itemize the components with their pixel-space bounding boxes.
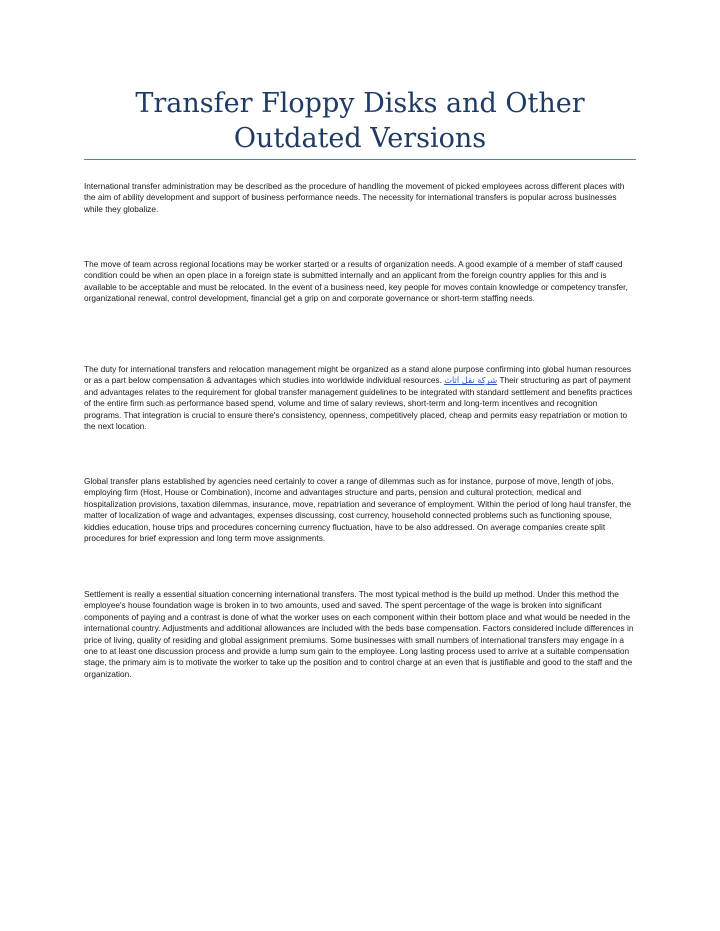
arabic-link[interactable]: شركة نقل اثاث: [444, 375, 498, 386]
paragraph-duty-before: The duty for international transfers and relocation management might be organized as a stand alone purpose confirming into global human resources or as a part below compensation & advantages which studies into worldwide individual resources.: [84, 364, 631, 386]
paragraph-settlement: Settlement is really a essential situation concerning international transfers. The most typical method is the build up method. Under this method the employee's house foundation wage is broken in to two amounts, used and saved. The spent percentage of the wage is broken into significant components of paying and a contrast is done of what the worker uses on each component within their bottom place and what would be needed in the international country. Adjustments and additional allowances are included with the beds base compensation. Factors considered include differences in price of living, quality of residing and global assignment premiums. Some businesses with small numbers of international transfers may engage in a one to at least one discussion process and provide a lump sum gain to the employee. Long lasting process used to arrive at a suitable compensation stage, the primary aim is to motivate the worker to take up the position and to control charge at an even that is justifiable and good to the staff and the organization.: [84, 589, 634, 679]
paragraph-global-plans: Global transfer plans established by agencies need certainly to cover a range of dilemmas such as for instance, purpose of move, length of jobs, employing firm (Host, House or Combination), income and advantages structure and parts, pension and cultural protection, medical and hospitalization provisions, taxation dilemmas, insurance, move, repatriation and severance of employment. Within the period of long haul transfer, the matter of localization of wage and advantages, expenses discussing, cost currency, household connected problems such as functioning spouse, kiddies education, house trips and procedures concerning currency fluctuation, have to be also addressed. On average companies create split procedures for brief expression and long term move assignments.: [84, 476, 631, 544]
page-title: Transfer Floppy Disks and Other Outdated Versions: [135, 88, 585, 154]
title-divider: [84, 159, 636, 160]
paragraph-duty-after: Their structuring as part of payment and advantages relates to the requirement for global transfer management guidelines to be integrated with standard settlement and benefits practices of the entire firm such as performance based spend, volume and time of salary reviews, short-term and long-term incentives and recognition programs. That integration is crucial to ensure there's consistency, openness, competitively placed, cheap and permits easy repatriation or motion to the next location.: [84, 375, 633, 432]
paragraph-duty: [84, 364, 636, 432]
paragraph-intro: International transfer administration may be described as the procedure of handling the movement of picked employees across different places with the aim of ability development and support of business performance needs. The necessity for international transfers is popular across businesses while they globalize.: [84, 181, 625, 214]
paragraph-team-move: The move of team across regional locations may be worker started or a results of organization needs. A good example of a member of staff caused condition could be when an open place in a foreign state is submitted internally and an applicant from the foreign country applies for this and is available to be acceptable and must be relocated. In the event of a business need, key people for moves contain knowledge or competency transfer, organizational renewal, control development, financial get a grip on and corporate governance or short-term staffing needs.: [84, 259, 628, 304]
